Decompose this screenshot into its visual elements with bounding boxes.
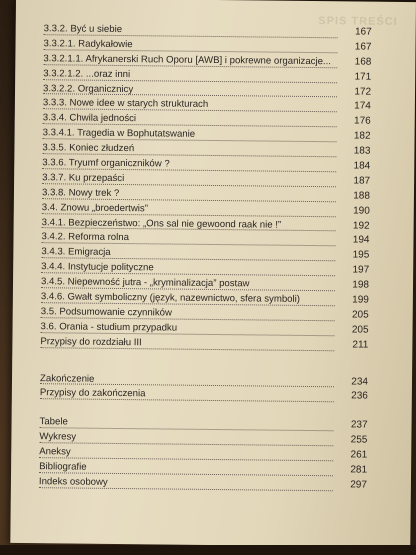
toc-group-appendix <box>39 416 368 494</box>
toc-entry-page-number: 198 <box>352 279 370 291</box>
toc-entry-page-number: 167 <box>354 41 372 53</box>
toc-entry-title: 3.3.6. Tryumf organiczników ? <box>42 157 170 170</box>
toc-entry-title: 3.3.2.1. Radykałowie <box>43 38 133 51</box>
toc-entry-page-number: 174 <box>354 100 371 113</box>
toc-entry-title: 3.5. Podsumowanie czynników <box>40 306 172 319</box>
toc-entry-page-number: 199 <box>352 294 369 306</box>
toc-entry-page-number: 205 <box>351 324 369 336</box>
toc-entry-title: Wykresy <box>39 431 77 443</box>
toc-entry-page-number: 195 <box>352 249 370 261</box>
toc-entry-title: Zakończenie <box>39 372 95 385</box>
table-of-contents <box>39 22 372 493</box>
toc-entry-title: 3.4. Znowu „broedertwis” <box>41 201 148 214</box>
toc-group-chapter-3 <box>40 22 371 353</box>
toc-entry-page-number: 234 <box>351 376 369 388</box>
toc-entry-title: 3.3.7. Ku przepaści <box>42 172 125 184</box>
toc-entry-title: 3.6. Orania - studium przypadku <box>40 320 178 334</box>
toc-entry-page-number: 192 <box>352 220 370 232</box>
toc-entry-title: 3.4.2. Reforma rolna <box>41 231 130 244</box>
toc-group-conclusion <box>40 372 368 405</box>
toc-entry-title: 3.4.5. Niepewność jutra - „kryminalizacja” postaw <box>40 276 250 290</box>
toc-entry <box>39 475 367 493</box>
toc-entry-page-number: 237 <box>350 419 368 431</box>
toc-entry-page-number: 172 <box>354 86 372 98</box>
toc-entry-page-number: 194 <box>352 234 370 247</box>
toc-entry-title: 3.3.2. Być u siebie <box>43 23 123 36</box>
toc-entry-title: Bibliografie <box>39 461 87 473</box>
toc-entry-title: 3.4.1. Bezpieczeństwo: „Ons sal nie gewoond raak nie !” <box>41 216 282 231</box>
toc-entry-page-number: 187 <box>353 175 371 187</box>
toc-entry-title: 3.3.3. Nowe idee w starych strukturach <box>42 97 209 111</box>
toc-entry-title: 3.3.4. Chwila jedności <box>42 112 137 125</box>
toc-entry-page-number: 205 <box>351 309 369 321</box>
book-page <box>10 0 416 547</box>
toc-entry-page-number: 281 <box>350 464 368 476</box>
toc-entry-title: 3.3.2.2. Organicznicy <box>43 82 134 95</box>
toc-entry-title: Tabele <box>39 416 68 428</box>
toc-entry-page-number: 167 <box>354 26 372 38</box>
dot-leader <box>40 399 334 403</box>
toc-entry-page-number: 176 <box>353 115 371 127</box>
toc-entry-page-number: 190 <box>353 205 370 217</box>
toc-entry-page-number: 297 <box>350 479 367 491</box>
toc-entry-title: 3.3.2.1.1. Afrykanerski Ruch Oporu [AWB] i pokrewne organizacje... <box>43 52 332 67</box>
toc-entry-page-number: 211 <box>352 339 369 351</box>
toc-entry-title: Indeks osobowy <box>38 476 108 488</box>
toc-entry-title: 3.3.5. Koniec złudzeń <box>42 142 135 155</box>
toc-entry-title: 3.3.2.1.2. ...oraz inni <box>43 67 131 80</box>
toc-entry-page-number: 236 <box>351 390 368 403</box>
toc-entry-title: 3.4.4. Instytucje polityczne <box>41 261 154 274</box>
bleed-through-heading: SPIS TREŚCI <box>318 15 398 28</box>
toc-entry-page-number: 197 <box>352 264 370 276</box>
toc-entry-title: Aneksy <box>39 446 71 458</box>
toc-entry-title: 3.3.4.1. Tragedia w Bophutatswanie <box>42 127 196 141</box>
toc-entry-page-number: 188 <box>353 190 371 202</box>
toc-entry-title: 3.4.6. Gwałt symboliczny (język, nazewnictwo, sfera symboli) <box>40 291 301 305</box>
toc-entry-page-number: 184 <box>353 160 371 172</box>
toc-entry-page-number: 182 <box>353 130 371 142</box>
toc-entry-title: 3.3.8. Nowy trek ? <box>41 186 120 199</box>
toc-entry-title: 3.4.3. Emigracja <box>41 246 111 259</box>
toc-entry-page-number: 183 <box>353 145 371 157</box>
toc-entry-page-number: 171 <box>354 71 372 83</box>
toc-entry-title: Przypisy do rozdziału III <box>40 335 142 348</box>
toc-entry-page-number: 255 <box>350 434 368 446</box>
toc-entry-title: Przypisy do zakończenia <box>39 387 146 400</box>
toc-entry-page-number: 168 <box>354 56 372 68</box>
desk-edge <box>0 545 416 555</box>
toc-entry-page-number: 261 <box>350 449 368 461</box>
